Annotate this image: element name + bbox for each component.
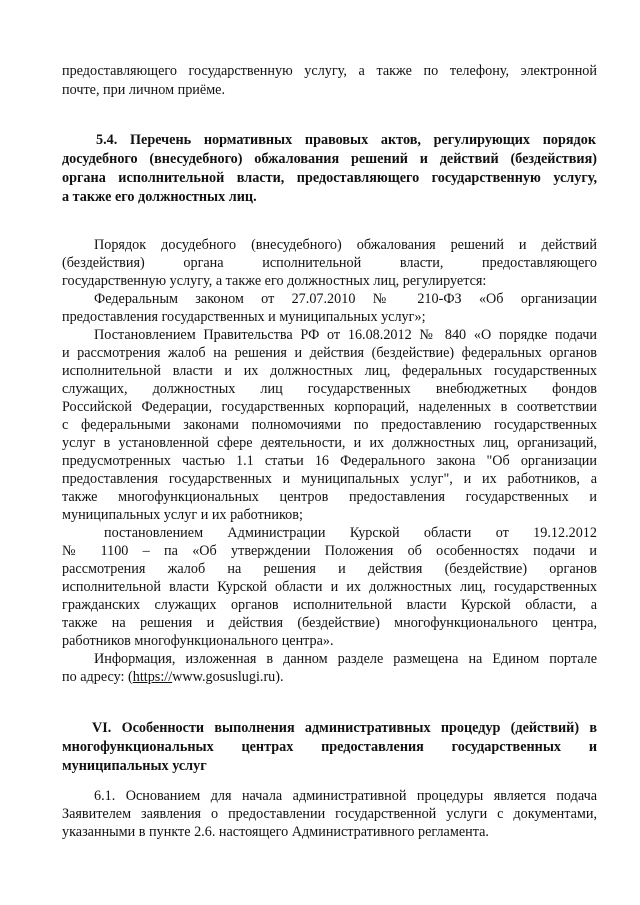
para-federal-law-line-2: предоставления государственных и муниципальных услуг»; [62, 309, 426, 325]
para-government-decree-line-8: предусмотренных частью 1.1 статьи 16 Федерального закона "Об организации [62, 453, 597, 469]
para-federal-law-line-1: Федеральным законом от 27.07.2010 № 210-ФЗ «Об организации [94, 291, 597, 307]
para-kursk-decree-line-4: исполнительной власти Курской области и их должностных лиц, государственных [62, 579, 597, 595]
para-procedure-line-2: (бездействия) органа исполнительной власти, предоставляющего [62, 255, 597, 271]
para-6-1-line-2: Заявителем заявления о предоставлении государственной услуги с документами, [62, 806, 597, 822]
para-government-decree-line-7: услуг в установленной сфере деятельности, и их должностных лиц, организаций, [62, 435, 597, 451]
para-government-decree-line-1: Постановлением Правительства РФ от 16.08.2012 № 840 «О порядке подачи [94, 327, 597, 343]
para-government-decree-line-3: исполнительной власти и их должностных лиц, федеральных государственных [62, 363, 597, 379]
para-6-1-line-1: 6.1. Основанием для начала административной процедуры является подача [94, 788, 597, 804]
para-government-decree-line-6: с федеральными законами полномочиями по предоставлению государственных [62, 417, 597, 433]
section-5-4-heading-line-3: органа исполнительной власти, предоставляющего государственную услугу, [62, 170, 597, 186]
para-procedure-line-1: Порядок досудебного (внесудебного) обжалования решений и действий [94, 237, 597, 253]
section-5-4-heading-line-4: а также его должностных лиц. [62, 189, 257, 205]
para-kursk-decree-line-1: постановлением Администрации Курской области от 19.12.2012 [104, 525, 597, 541]
para-kursk-decree-line-6: также на решения и действия (бездействие) многофункционального центра, [62, 615, 597, 631]
para-portal-info-line-1: Информация, изложенная в данном разделе размещена на Едином портале [94, 651, 597, 667]
gosuslugi-link[interactable]: https:// [132, 669, 173, 685]
para-portal-info-line-2 [62, 668, 597, 687]
para-kursk-decree-line-7: работников многофункционального центра». [62, 633, 334, 649]
para-government-decree-line-11: муниципальных услуг и их работников; [62, 507, 303, 523]
section-5-4-heading-line-1: 5.4. Перечень нормативных правовых актов, регулирующих порядок [96, 132, 596, 148]
para-kursk-decree-line-3: рассмотрения жалоб на решения и действия (бездействие) органов [62, 561, 597, 577]
para-government-decree-line-5: Российской Федерации, государственных корпораций, наделенных в соответствии [62, 399, 597, 415]
para-government-decree-line-2: и рассмотрения жалоб на решения и действия (бездействие) федеральных органов [62, 345, 597, 361]
para-kursk-decree-line-2: № 1100 – па «Об утверждении Положения об особенностях подачи и [62, 543, 597, 559]
section-6-heading-line-3: муниципальных услуг [62, 758, 207, 774]
para-kursk-decree-line-5: гражданских служащих органов исполнительной власти Курской области, а [62, 597, 597, 613]
section-6-heading-line-2: многофункциональных центрах предоставления государственных и [62, 739, 597, 755]
para-government-decree-line-9: предоставления государственных и муниципальных услуг", и их работников, а [62, 471, 597, 487]
portal-address-suffix: www.gosuslugi.ru). [172, 669, 284, 685]
intro-line-2: почте, при личном приёме. [62, 82, 226, 98]
para-government-decree-line-10: также многофункциональных центров предоставления государственных и [62, 489, 597, 505]
section-5-4-heading-line-2: досудебного (внесудебного) обжалования решений и действий (бездействия) [62, 151, 597, 167]
para-government-decree-line-4: служащих, должностных лиц государственных внебюджетных фондов [62, 381, 597, 397]
portal-address-prefix: по адресу: ( [62, 669, 133, 685]
para-procedure-line-3: государственную услугу, а также его должностных лиц, регулируется: [62, 273, 487, 289]
intro-line-1: предоставляющего государственную услугу, а также по телефону, электронной [62, 63, 597, 79]
section-6-heading-line-1: VI. Особенности выполнения административных процедур (действий) в [92, 720, 597, 736]
para-6-1-line-3: указанными в пункте 2.6. настоящего Административного регламента. [62, 824, 489, 840]
